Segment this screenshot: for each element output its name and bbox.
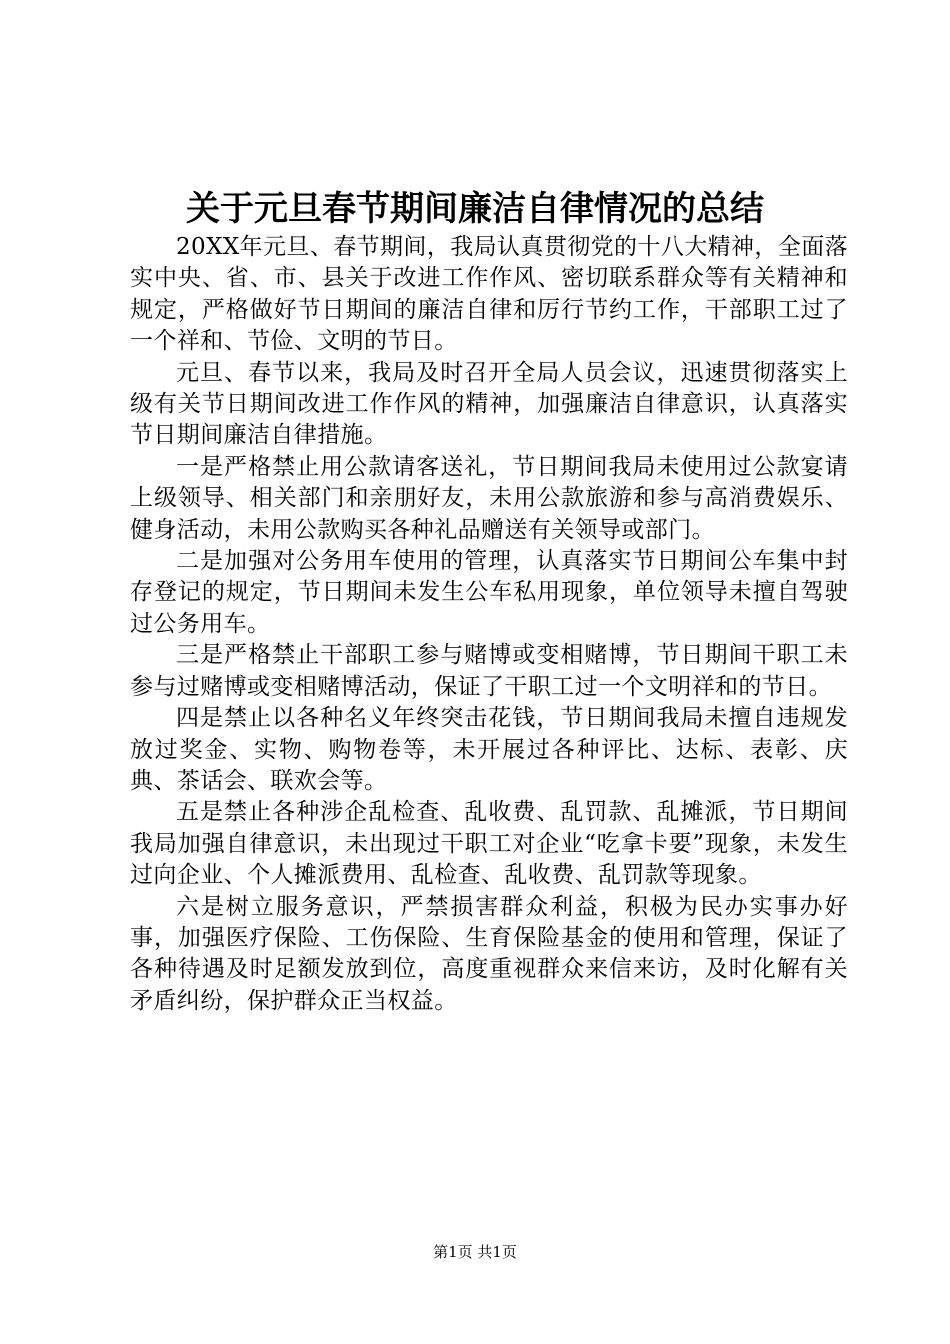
paragraph-item-5: 五是禁止各种涉企乱检查、乱收费、乱罚款、乱摊派，节日期间我局加强自律意识，未出现过干职工对企业“吃拿卡要”现象，未发生过向企业、个人摊派费用、乱检查、乱收费、乱罚款等现象。 xyxy=(130,799,848,889)
paragraph-item-1: 一是严格禁止用公款请客送礼，节日期间我局未使用过公款宴请上级领导、相关部门和亲朋好友，未用公款旅游和参与高消费娱乐、健身活动，未用公款购买各种礼品赠送有关领导或部门。 xyxy=(130,453,848,543)
document-title: 关于元旦春节期间廉洁自律情况的总结 xyxy=(186,189,764,229)
paragraph-overview: 元旦、春节以来，我局及时召开全局人员会议，迅速贯彻落实上级有关节日期间改进工作作风的精神，加强廉洁自律意识，认真落实节日期间廉洁自律措施。 xyxy=(130,359,848,449)
document-body xyxy=(130,232,848,1017)
paragraph-item-6: 六是树立服务意识，严禁损害群众利益，积极为民办实事办好事，加强医疗保险、工伤保险、生育保险基金的使用和管理，保证了各种待遇及时足额发放到位，高度重视群众来信来访，及时化解有关矛盾纠纷，保护群众正当权益。 xyxy=(130,893,848,1014)
paragraph-item-4: 四是禁止以各种名义年终突击花钱，节日期间我局未擅自违规发放过奖金、实物、购物卷等，未开展过各种评比、达标、表彰、庆典、茶话会、联欢会等。 xyxy=(130,705,848,794)
page-footer: 第1页 共1页 xyxy=(433,1243,517,1261)
paragraph-intro: 20XX年元旦、春节期间，我局认真贯彻党的十八大精神，全面落实中央、省、市、县关于改进工作作风、密切联系群众等有关精神和规定，严格做好节日期间的廉洁自律和厉行节约工作，干部职工过了一个祥和、节俭、文明的节日。 xyxy=(130,234,849,355)
paragraph-item-2: 二是加强对公务用车使用的管理，认真落实节日期间公车集中封存登记的规定，节日期间未发生公车私用现象，单位领导未擅自驾驶过公务用车。 xyxy=(130,548,848,637)
paragraph-item-3: 三是严格禁止干部职工参与赌博或变相赌博，节日期间干职工未参与过赌博或变相赌博活动，保证了干职工过一个文明祥和的节日。 xyxy=(130,642,848,700)
